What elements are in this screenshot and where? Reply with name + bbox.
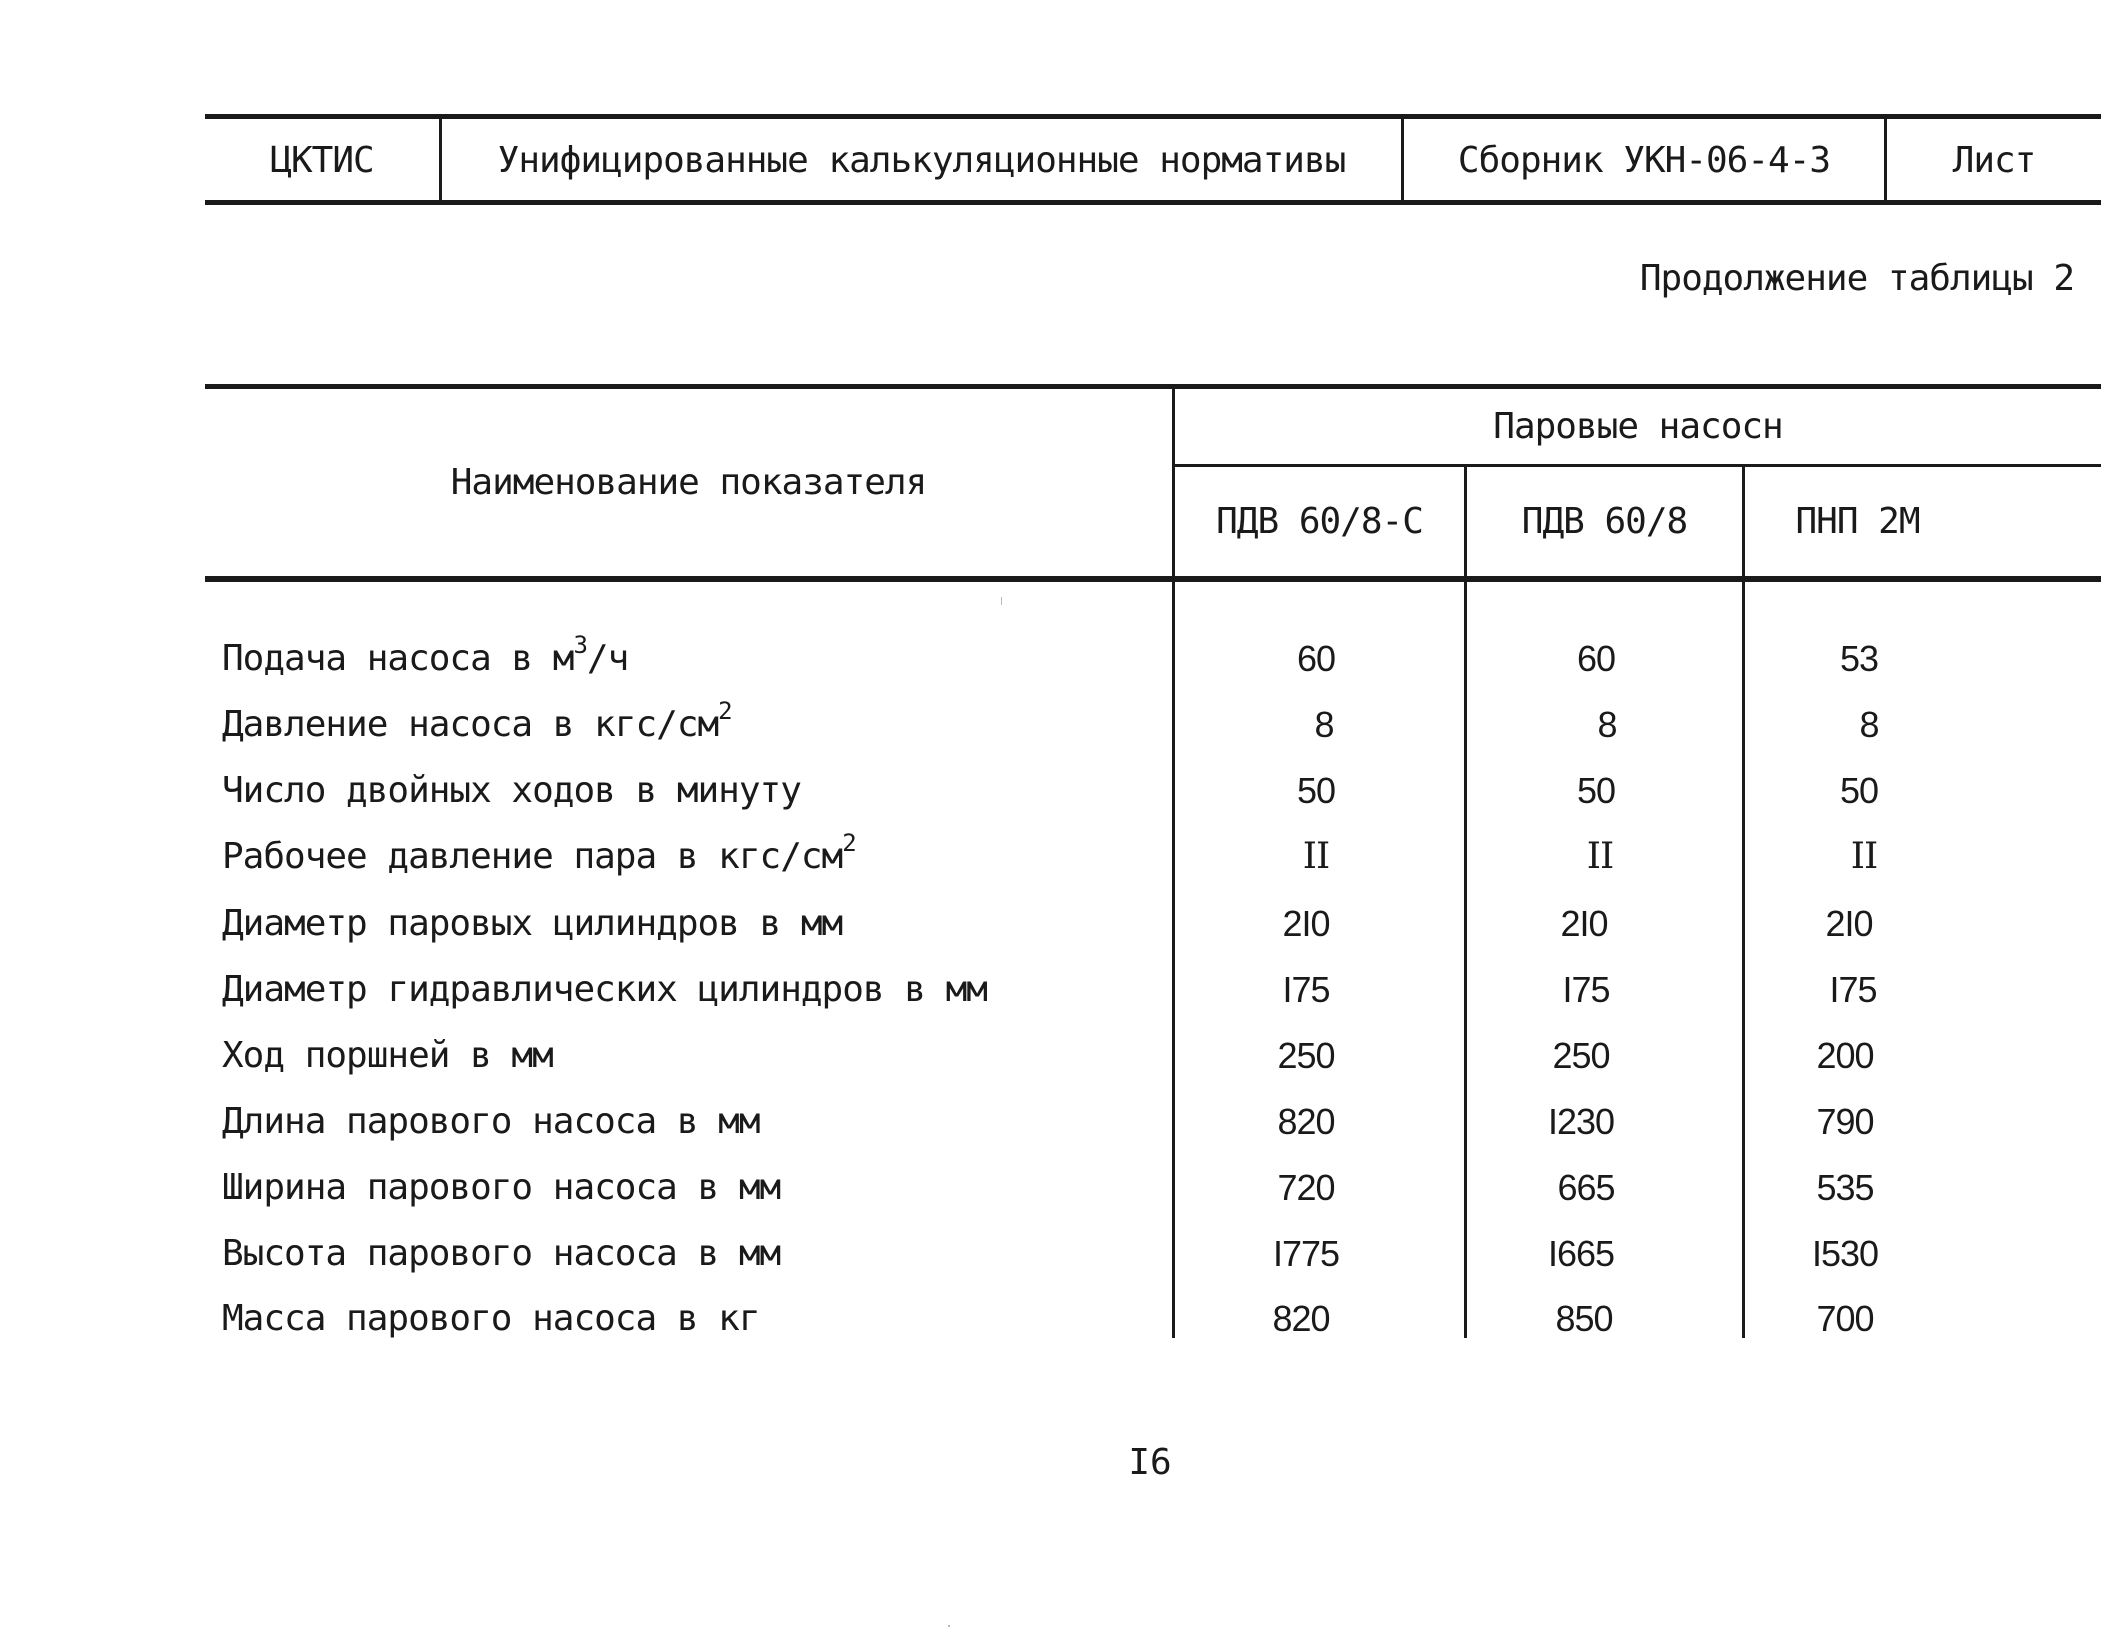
cell-value: 665 [1557, 1167, 1615, 1208]
column-header-pdv-60-8-s: ПДВ 60/8-С [1216, 501, 1423, 542]
cell-value: I75 [1282, 969, 1330, 1010]
cell-value: 250 [1552, 1035, 1610, 1076]
cell-value: 250 [1277, 1035, 1335, 1076]
page-number: I6 [1128, 1442, 1172, 1483]
cell-value: 8 [1597, 704, 1617, 745]
cell-value: 2I0 [1282, 903, 1330, 944]
row-label: Число двойных ходов в минуту [222, 770, 801, 811]
row-label: Рабочее давление пара в кгс/$см^2$ [222, 829, 856, 877]
row-label: Длина парового насоса в мм [222, 1101, 760, 1142]
cell-value: 820 [1272, 1298, 1330, 1339]
cell-value: 820 [1277, 1101, 1335, 1142]
cell-value: 535 [1816, 1167, 1874, 1208]
cell-value: 8 [1859, 704, 1879, 745]
cell-value: 60 [1296, 638, 1336, 679]
cell-value: 2I0 [1825, 903, 1873, 944]
header-title: Унифицированные калькуляционные нормативы [497, 139, 1346, 181]
cell-value: 850 [1555, 1298, 1613, 1339]
row-label: Диаметр гидравлических цилиндров в мм [222, 969, 987, 1010]
cell-value: 790 [1816, 1101, 1874, 1142]
table-column-divider [1464, 465, 1467, 1338]
cell-value: 700 [1816, 1298, 1874, 1339]
cell-value: 53 [1839, 638, 1879, 679]
cell-value: I75 [1562, 969, 1610, 1010]
row-label: Ширина парового насоса в мм [222, 1167, 781, 1208]
table-header-bottom-rule [205, 576, 2101, 582]
pumps-group-header: Паровые насосн [1493, 406, 1783, 447]
row-label: Высота парового насоса в мм [222, 1233, 781, 1274]
header-sheet: Лист [1952, 139, 2036, 181]
cell-value: 50 [1296, 770, 1336, 811]
row-label: Ход поршней в мм [222, 1035, 553, 1076]
cell-value: 50 [1839, 770, 1879, 811]
cell-value: 60 [1576, 638, 1616, 679]
cell-value: 720 [1277, 1167, 1335, 1208]
scan-speck [948, 1625, 950, 1627]
row-label: Диаметр паровых цилиндров в мм [222, 903, 843, 944]
cell-value: 50 [1576, 770, 1616, 811]
cell-value: II [1850, 836, 1878, 877]
param-column-header: Наименование показателя [450, 462, 927, 503]
cell-value: I75 [1829, 969, 1877, 1010]
column-header-pnp-2m: ПНП 2М [1795, 501, 1920, 542]
cell-value: 2I0 [1560, 903, 1608, 944]
header-collection: Сборник УКН-06-4-3 [1457, 139, 1831, 181]
cell-value: I665 [1547, 1233, 1615, 1274]
cell-value: II [1302, 836, 1330, 877]
cell-value: I530 [1811, 1233, 1879, 1274]
row-label: Подача насоса в $м^3/ч$ [222, 631, 629, 679]
cell-value: II [1586, 836, 1614, 877]
table-continuation-note: Продолжение таблицы 2 [1639, 258, 2074, 299]
cell-value: I775 [1272, 1233, 1340, 1274]
table-column-divider [1742, 465, 1745, 1338]
scan-speck [1001, 597, 1002, 605]
row-label: Давление насоса в кгс/$см^2$ [222, 697, 732, 745]
cell-value: 8 [1314, 704, 1334, 745]
header-org: ЦКТИС [270, 139, 374, 181]
cell-value: I230 [1547, 1101, 1615, 1142]
column-header-pdv-60-8: ПДВ 60/8 [1521, 501, 1688, 542]
cell-value: 200 [1816, 1035, 1874, 1076]
row-label: Масса парового насоса в кг [222, 1298, 760, 1339]
